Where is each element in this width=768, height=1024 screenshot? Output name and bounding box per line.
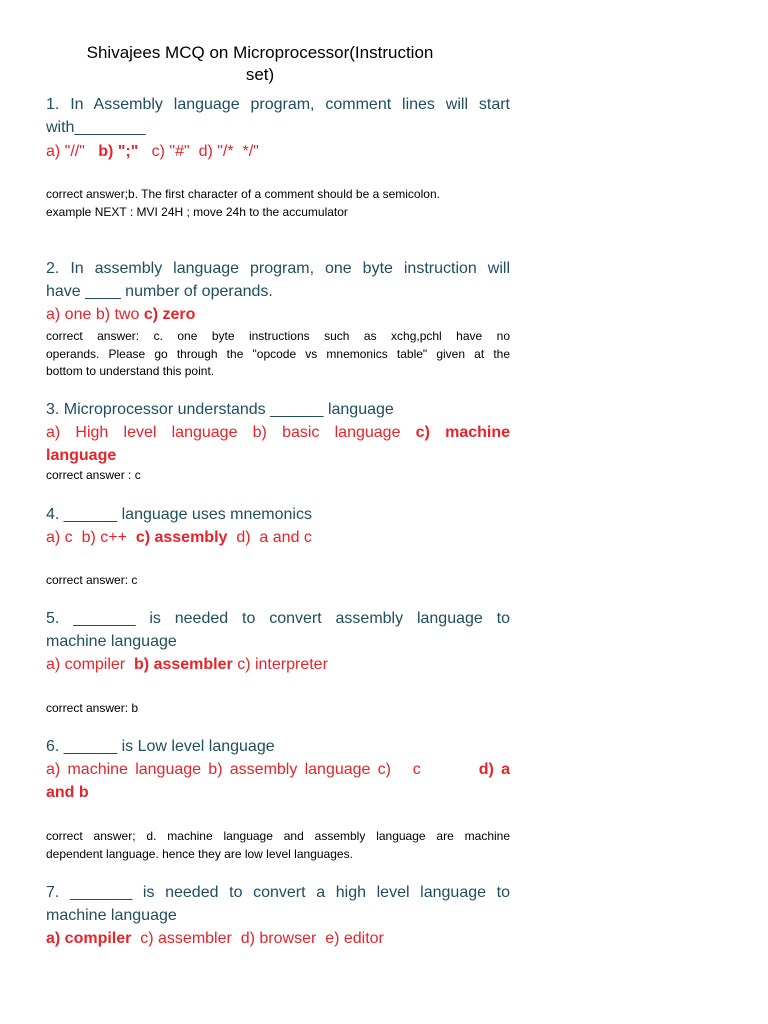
q3-option-c-correct-cont: language (46, 447, 117, 464)
q1-option-a: a) "//" (46, 143, 99, 160)
question-3-options-line-1 (46, 421, 510, 444)
q1-option-c: c) "#" d) "/* */" (138, 143, 259, 160)
q2-option-c-correct: c) zero (143, 306, 196, 323)
q7-option-a-correct: a) compiler (46, 930, 132, 947)
q4-option-d: d) a and c (227, 529, 312, 546)
question-7-line-1: 7. _______ is needed to convert a high level language to (46, 884, 510, 901)
question-1-answer-line-1: correct answer;b. The first character of a comment should be a semicolon. (46, 187, 440, 201)
page-title (0, 42, 520, 86)
q7-option-rest: c) assembler d) browser e) editor (131, 930, 384, 947)
question-5-options (46, 653, 510, 676)
question-2-answer-line-3: bottom to understand this point. (46, 364, 215, 378)
question-4-line-1: 4. ______ language uses mnemonics (46, 506, 312, 523)
question-4-options (46, 526, 510, 549)
title-line-2: set) (245, 65, 275, 84)
q3-option-c-correct: c) machine (415, 424, 511, 441)
q4-option-ab: a) c b) c++ (46, 529, 136, 546)
question-6-options-line-1 (46, 758, 510, 781)
title-line-1: Shivajees MCQ on Microprocessor(Instruction (86, 43, 434, 62)
question-1-answer-line-2: example NEXT : MVI 24H ; move 24h to the accumulator (46, 205, 348, 219)
question-2-options (46, 303, 510, 326)
q2-option-ab: a) one b) two (46, 306, 144, 323)
question-6-line-1: 6. ______ is Low level language (46, 738, 275, 755)
question-5-answer: correct answer: b (46, 701, 139, 715)
q3-option-ab: a) High level language b) basic language (46, 424, 416, 441)
question-3-answer: correct answer : c (46, 468, 141, 482)
q5-option-a: a) compiler (46, 656, 135, 673)
question-5-line-2: machine language (46, 633, 177, 650)
question-6-answer-line-1: correct answer; d. machine language and assembly language are machine (46, 829, 510, 843)
question-5-line-1: 5. _______ is needed to convert assembly language to (46, 610, 510, 627)
q6-option-d-correct: d) a (478, 761, 510, 778)
question-4-answer: correct answer: c (46, 573, 138, 587)
question-1-line-2: with________ (46, 119, 146, 136)
q4-option-c-correct: c) assembly (135, 529, 228, 546)
q5-option-b-correct: b) assembler (134, 656, 233, 673)
question-3-options-line-2 (46, 444, 510, 467)
question-2-answer-line-2: operands. Please go through the "opcode vs mnemonics table" given at the (46, 347, 510, 361)
question-6-answer-line-2: dependent language. hence they are low level languages. (46, 847, 353, 861)
q1-option-b-correct: b) ";" (98, 143, 139, 160)
question-2-answer-line-1: correct answer: c. one byte instructions such as xchg,pchl have no (46, 329, 510, 343)
q5-option-c: c) interpreter (232, 656, 328, 673)
question-3-line-1: 3. Microprocessor understands ______ language (46, 401, 394, 418)
question-1-options (46, 140, 510, 163)
question-7-line-2: machine language (46, 907, 177, 924)
question-7-options (46, 927, 510, 950)
question-2-line-2: have ____ number of operands. (46, 283, 273, 300)
question-6-options-line-2 (46, 781, 510, 804)
q6-option-d-correct-cont: and b (46, 784, 89, 801)
question-1-line-1: 1. In Assembly language program, comment lines will start (46, 96, 510, 113)
question-2-line-1: 2. In assembly language program, one byte instruction will (46, 260, 510, 277)
q6-option-abc: a) machine language b) assembly language c) c (46, 761, 479, 778)
